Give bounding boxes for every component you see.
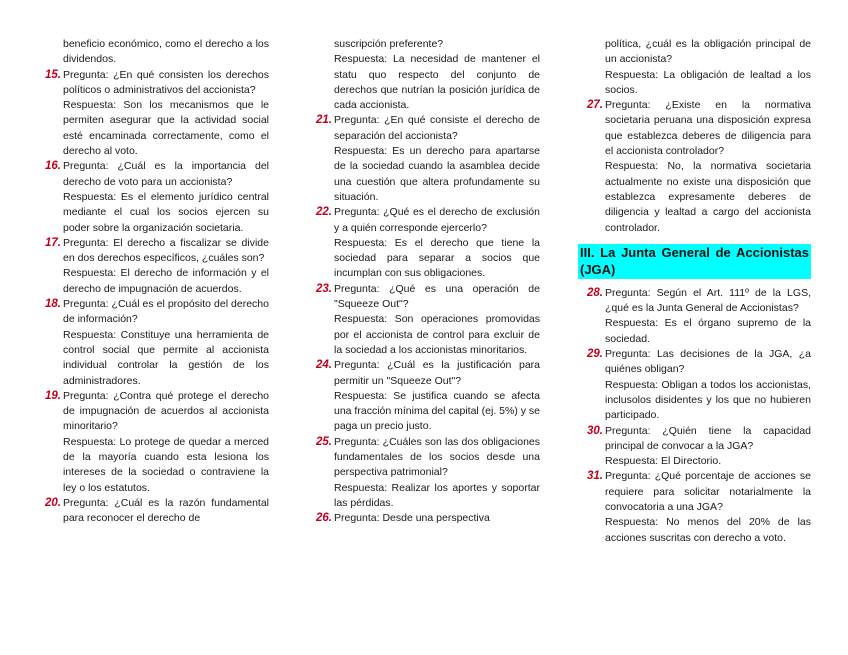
question-text: Pregunta: ¿Qué es el derecho de exclusión y a quién corresponde ejercerlo? — [334, 206, 540, 234]
question-text: Pregunta: ¿Cuál es la importancia del derecho de voto para un accionista? — [63, 160, 269, 188]
column-2-lead-answer: Respuesta: La necesidad de mantener el statu quo respecto del conjunto de derechos que nutrían la posición jurídica de cada accionista. — [334, 53, 540, 112]
question-number: 31. — [587, 470, 603, 483]
answer-text: Respuesta: El derecho de información y el derecho de impugnación de acuerdos. — [63, 267, 269, 295]
qa-item-28 — [587, 286, 811, 347]
question-text: Pregunta: El derecho a fiscalizar se divide en dos derechos específicos, ¿cuáles son? — [63, 236, 269, 265]
question-number: 27. — [587, 99, 603, 112]
question-text: Pregunta: ¿Cuál es la razón fundamental para reconocer el derecho de — [63, 496, 269, 525]
question-number: 28. — [587, 286, 603, 299]
answer-text: Respuesta: Lo protege de quedar a merced de la mayoría cuando esta lesiona los intereses de la sociedad o contraviene la ley o los estatutos. — [63, 435, 269, 494]
qa-item-25 — [316, 435, 540, 511]
qa-item-30 — [587, 424, 811, 470]
question-text: Pregunta: ¿Qué porcentaje de acciones se requiere para solicitar notarialmente la convocatoria a una JGA? — [605, 470, 811, 514]
question-number: 26. — [316, 512, 332, 525]
qa-item-26 — [316, 511, 540, 526]
qa-item-23 — [316, 282, 540, 358]
column-3-lead: política, ¿cuál es la obligación principal de un accionista? — [605, 38, 811, 66]
section-heading: III. La Junta General de Accionistas (JGA) — [580, 244, 809, 278]
qa-item-24 — [316, 358, 541, 434]
qa-item-17 — [45, 236, 269, 297]
column-1 — [45, 37, 269, 527]
question-text: Pregunta: ¿Contra qué protege el derecho de impugnación de acuerdos al accionista minoritario? — [63, 389, 269, 433]
answer-text: Respuesta: No, la normativa societaria actualmente no existe una disposición que establezca expresamente deberes de diligencia y lealtad a cargo del accionista controlador. — [605, 160, 811, 234]
qa-item-31 — [587, 469, 811, 545]
question-number: 22. — [316, 206, 332, 219]
question-text: Pregunta: Las decisiones de la JGA, ¿a quiénes obligan? — [605, 348, 811, 376]
question-number: 16. — [45, 160, 61, 173]
qa-item-20 — [45, 496, 269, 527]
answer-text: Respuesta: Son operaciones promovidas por el accionista de control para excluir de la sociedad a los accionistas minoritarios. — [334, 313, 540, 356]
question-text: Pregunta: ¿En qué consisten los derechos políticos o administrativos del accionista? — [63, 68, 269, 96]
answer-text: Respuesta: Realizar los aportes y soportar las pérdidas. — [334, 481, 540, 509]
column-3-lead-answer: Respuesta: La obligación de lealtad a los socios. — [605, 68, 811, 96]
column-2 — [316, 37, 541, 527]
answer-text: Respuesta: El Directorio. — [605, 455, 722, 468]
answer-text: Respuesta: Constituye una herramienta de control social que permite al accionista individual controlar la gestión de los administradores. — [63, 328, 269, 387]
question-number: 30. — [587, 424, 603, 437]
question-number: 15. — [45, 68, 61, 81]
qa-item-19 — [45, 389, 269, 496]
qa-item-29 — [587, 347, 811, 423]
qa-item-22 — [316, 205, 540, 281]
question-number: 29. — [587, 348, 603, 361]
question-number: 19. — [45, 389, 61, 402]
question-number: 18. — [45, 298, 61, 311]
question-text: Pregunta: Desde una perspectiva — [334, 512, 490, 525]
qa-item-15 — [45, 68, 269, 160]
question-number: 17. — [45, 236, 61, 249]
question-text: Pregunta: ¿Quién tiene la capacidad principal de convocar a la JGA? — [605, 424, 811, 452]
answer-text: Respuesta: Obligan a todos los accionistas, inclusolos disidentes y los que no hubieren participado. — [605, 378, 811, 422]
answer-text: Respuesta: Son los mecanismos que le permiten asegurar que la actividad social esté encaminada correctamente, como el derecho al voto. — [63, 99, 269, 158]
question-text: Pregunta: ¿Cuál es el propósito del derecho de información? — [63, 298, 269, 326]
question-text: Pregunta: ¿Existe en la normativa societaria peruana una disposición expresa que establezca deberes de diligencia para el accionista controlador? — [605, 99, 811, 158]
question-text: Pregunta: Según el Art. 111º de la LGS, ¿qué es la Junta General de Accionistas? — [605, 286, 811, 315]
column-1-lead: beneficio económico, como el derecho a los dividendos. — [63, 38, 269, 66]
answer-text: Respuesta: Es el derecho que tiene la sociedad para separar a socios que incumplan con sus obligaciones. — [334, 236, 540, 280]
qa-item-27 — [587, 98, 811, 236]
answer-text: Respuesta: Es el elemento jurídico central mediante el cual los socios ejercen su poder sobre la organización societaria. — [63, 190, 269, 234]
answer-text: Respuesta: Es el órgano supremo de la sociedad. — [605, 317, 811, 345]
qa-item-16 — [45, 159, 269, 235]
qa-item-18 — [45, 297, 269, 389]
answer-text: Respuesta: No menos del 20% de las acciones suscritas con derecho a voto. — [605, 516, 811, 544]
column-2-lead: suscripción preferente? — [334, 38, 444, 50]
question-number: 25. — [316, 435, 332, 448]
question-number: 24. — [316, 359, 332, 372]
question-text: Pregunta: ¿Qué es una operación de "Squeeze Out"? — [334, 282, 540, 311]
qa-item-21 — [316, 113, 540, 205]
question-text: Pregunta: ¿En qué consiste el derecho de separación del accionista? — [334, 114, 540, 142]
question-number: 21. — [316, 114, 332, 127]
answer-text: Respuesta: Se justifica cuando se afecta una fracción mínima del capital (ej. 5%) y se paga un precio justo. — [334, 389, 541, 433]
question-number: 20. — [45, 496, 61, 509]
question-text: Pregunta: ¿Cuál es la justificación para permitir un "Squeeze Out"? — [334, 359, 540, 387]
answer-text: Respuesta: Es un derecho para apartarse de la sociedad cuando la asamblea decide una cuestión que altera profundamente su situación. — [334, 145, 540, 203]
question-text: Pregunta: ¿Cuáles son las dos obligaciones fundamentales de los socios desde una perspectiva patrimonial? — [334, 435, 540, 479]
column-3 — [580, 37, 811, 546]
question-number: 23. — [316, 282, 332, 295]
